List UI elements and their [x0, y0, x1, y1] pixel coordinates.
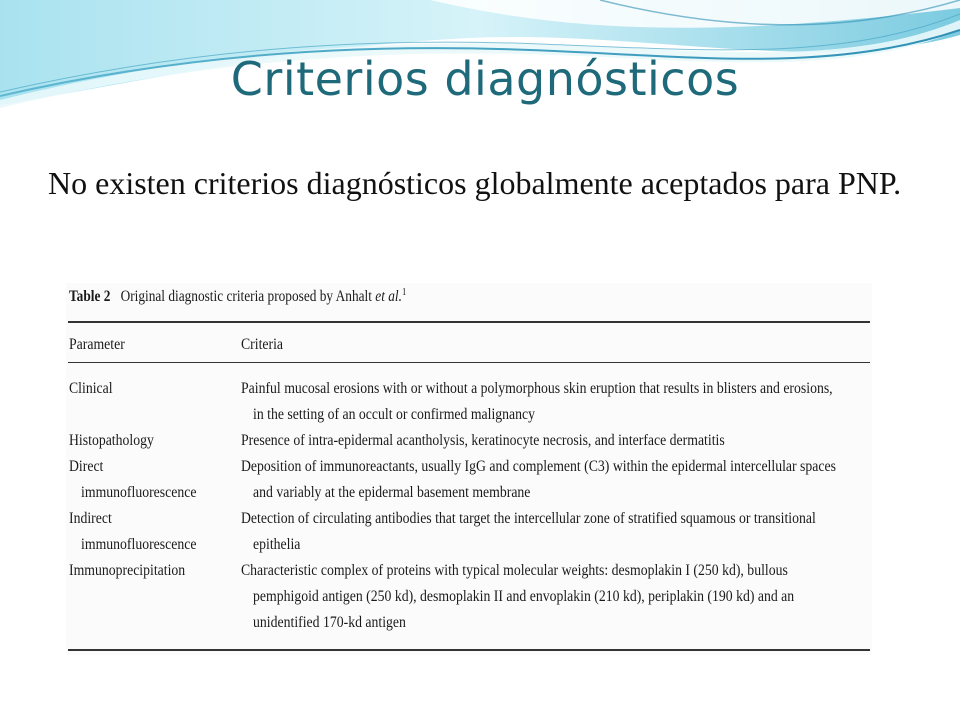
- row-immunoprecipitation-criteria: [241, 558, 794, 636]
- criteria-line: pemphigoid antigen (250 kd), desmoplakin II and envoplakin (210 kd), periplakin (190 kd) and an: [253, 588, 795, 605]
- table-caption: [69, 287, 406, 306]
- row-clinical-parameter: [69, 376, 113, 402]
- row-direct-if-parameter: [69, 454, 196, 506]
- table-top-rule: [68, 321, 870, 323]
- slide-title: Criterios diagnósticos: [230, 52, 740, 106]
- intro-text: No existen criterios diagnósticos globalmente aceptados para PNP.: [48, 165, 902, 201]
- parameter-line: immunofluorescence: [81, 536, 197, 553]
- table-caption-text: Original diagnostic criteria proposed by Anhalt: [120, 288, 372, 306]
- parameter-line: Direct: [69, 458, 104, 475]
- table-caption-ref: 1: [401, 287, 407, 298]
- criteria-line: Presence of intra-epidermal acantholysis, keratinocyte necrosis, and interface dermatitis: [241, 432, 725, 449]
- parameter-line: Histopathology: [69, 432, 154, 449]
- parameter-line: Indirect: [69, 510, 112, 527]
- row-direct-if-criteria: [241, 454, 836, 506]
- row-clinical-criteria: [241, 376, 833, 428]
- criteria-line: in the setting of an occult or confirmed malignancy: [253, 406, 536, 423]
- row-immunoprecipitation-parameter: [69, 558, 185, 584]
- header-criteria: Criteria: [241, 336, 284, 353]
- criteria-line: unidentified 170-kd antigen: [253, 614, 406, 631]
- criteria-line: Painful mucosal erosions with or without a polymorphous skin eruption that results in blisters and erosions,: [241, 380, 833, 397]
- parameter-line: Immunoprecipitation: [69, 562, 186, 579]
- row-histopathology-parameter: [69, 428, 154, 454]
- criteria-line: and variably at the epidermal basement membrane: [253, 484, 531, 501]
- table-header-rule: [68, 362, 870, 363]
- row-indirect-if-criteria: [241, 506, 816, 558]
- parameter-line: Clinical: [69, 380, 113, 397]
- criteria-line: epithelia: [253, 536, 301, 553]
- table-caption-etal: et al.: [375, 288, 402, 306]
- row-indirect-if-parameter: [69, 506, 196, 558]
- row-histopathology-criteria: [241, 428, 725, 454]
- criteria-line: Detection of circulating antibodies that target the intercellular zone of stratified squamous or transitional: [241, 510, 816, 527]
- table-number: Table 2: [69, 288, 111, 306]
- parameter-line: immunofluorescence: [81, 484, 197, 501]
- criteria-table: [66, 283, 872, 655]
- header-parameter: Parameter: [69, 336, 125, 353]
- criteria-line: Characteristic complex of proteins with typical molecular weights: desmoplakin I (250 kd), bullous: [241, 562, 788, 579]
- criteria-line: Deposition of immunoreactants, usually IgG and complement (C3) within the epidermal intercellular spaces: [241, 458, 836, 475]
- table-bottom-rule: [68, 649, 870, 651]
